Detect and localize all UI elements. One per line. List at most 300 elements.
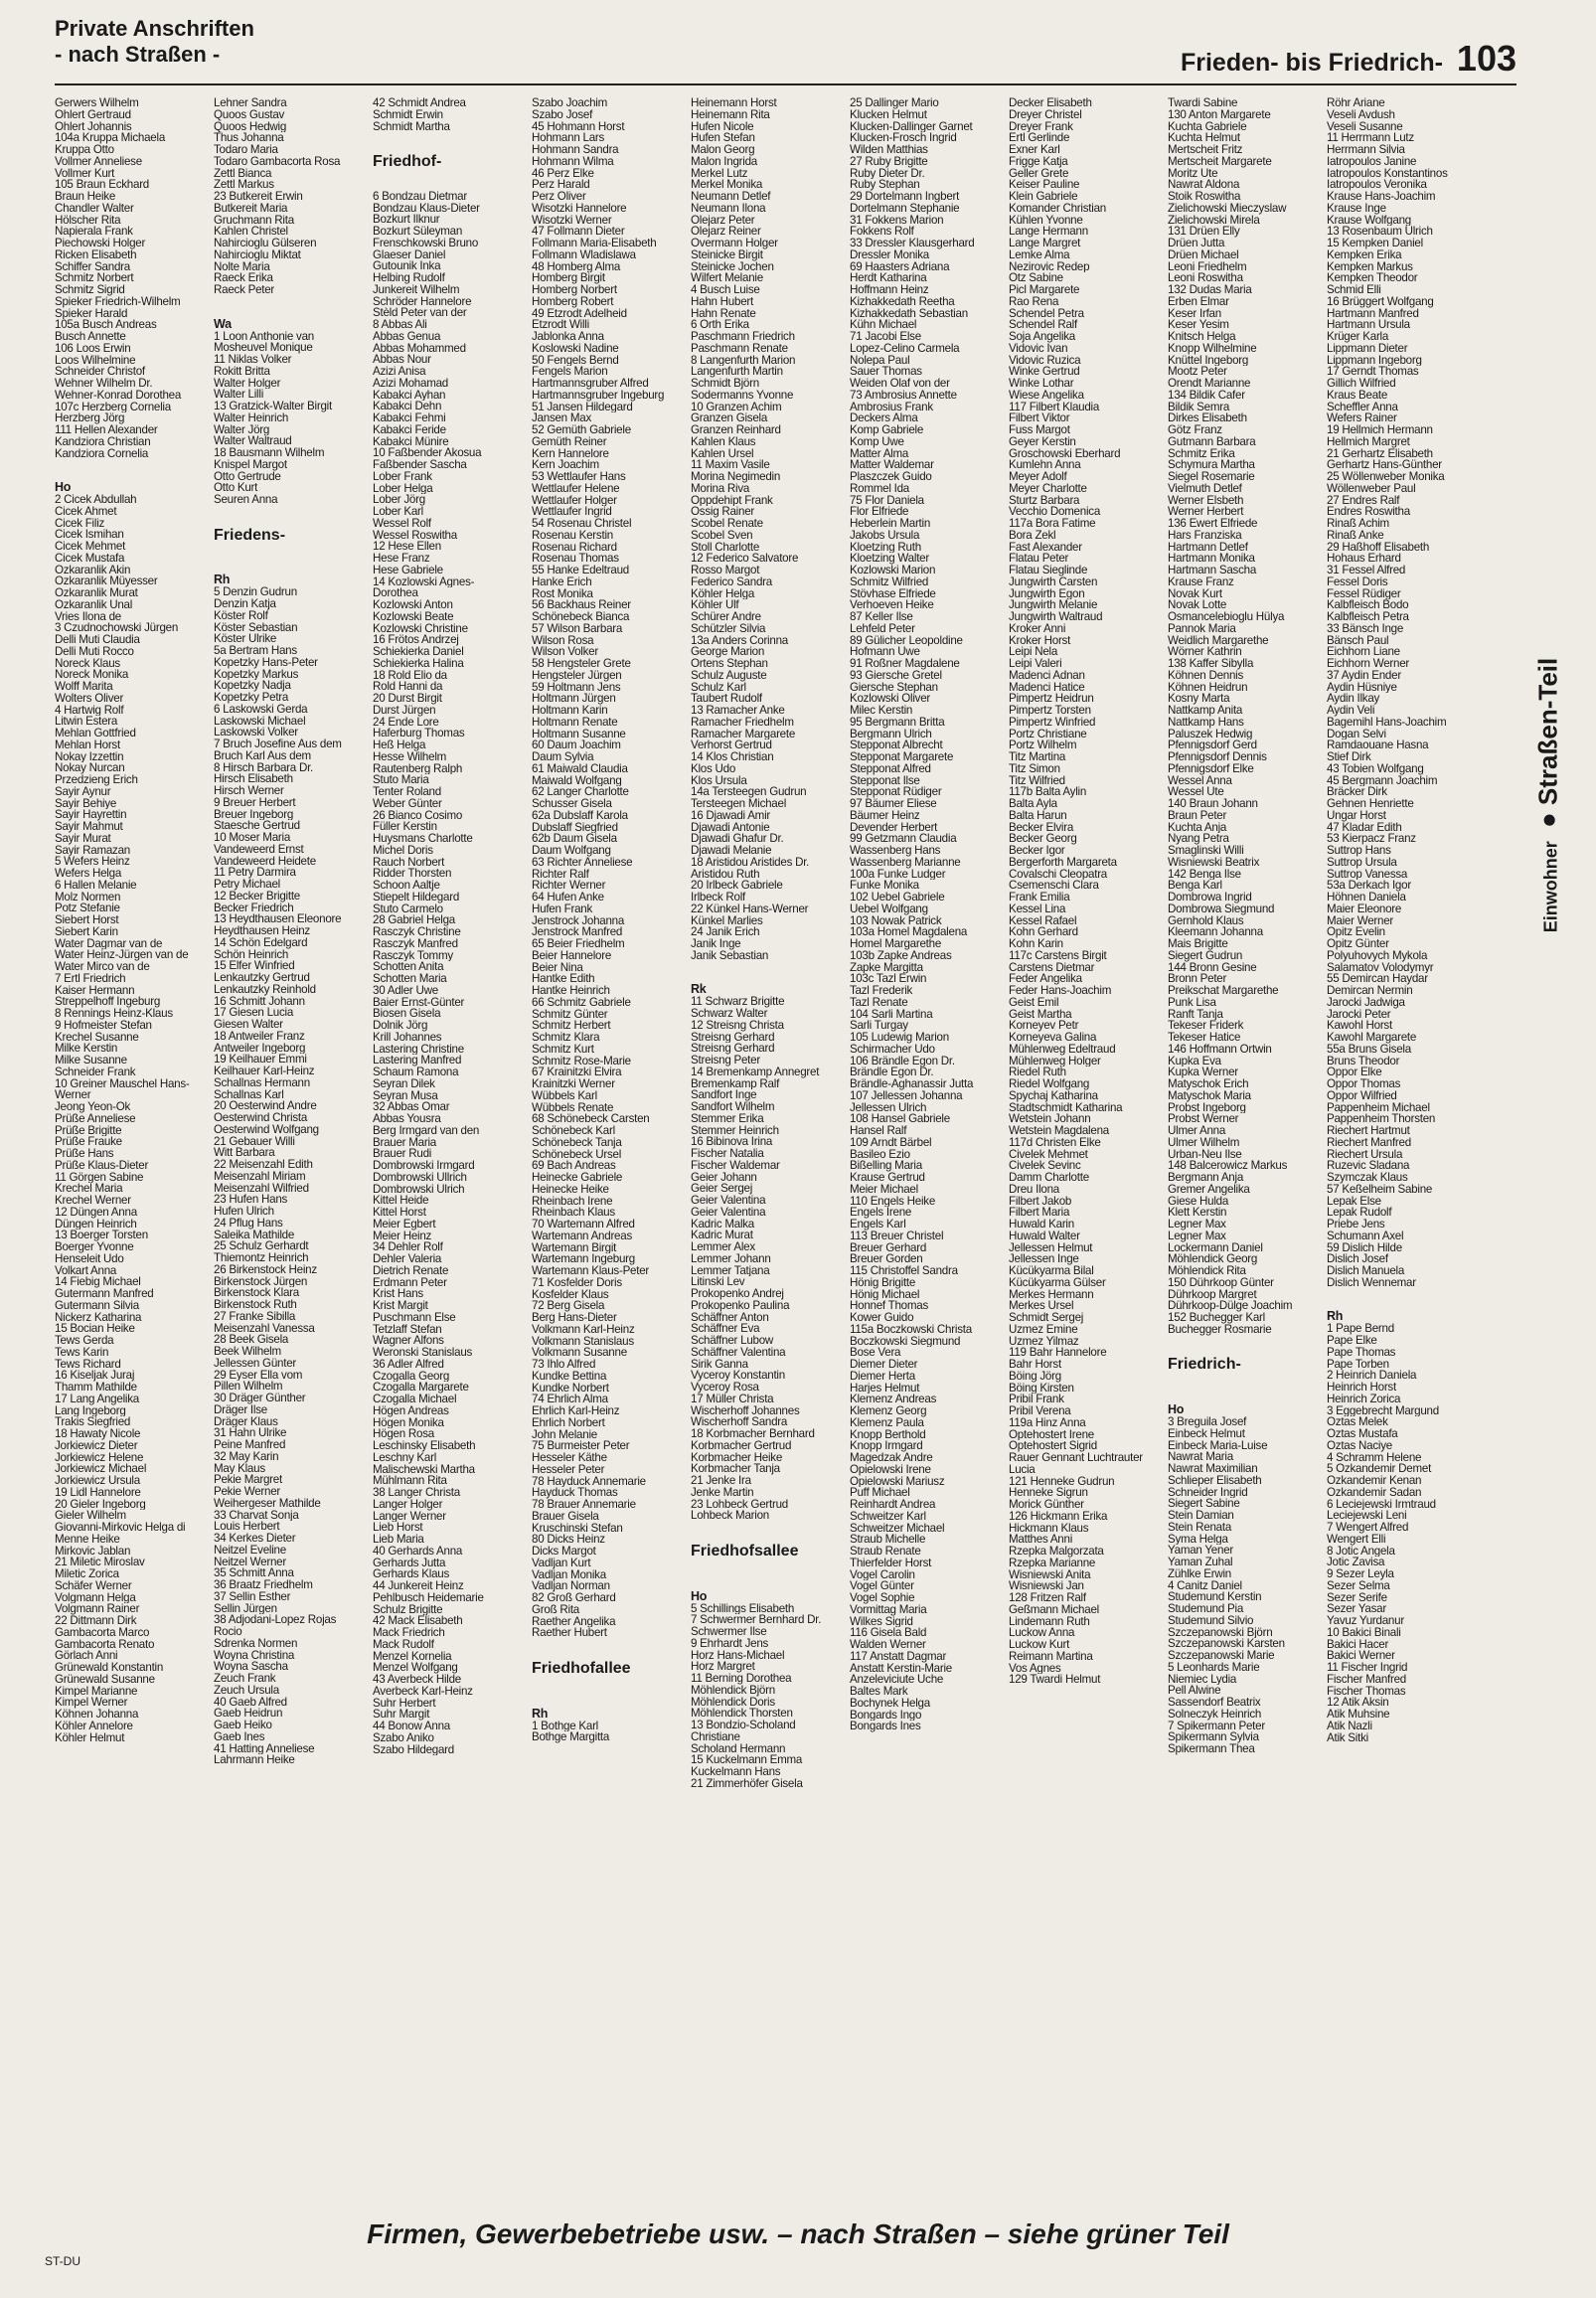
- listing-entry: Pimpertz Winfried: [1009, 716, 1096, 729]
- listing-entry: Volkmann Stanislaus: [532, 1335, 634, 1348]
- listing-entry: Richter Werner: [532, 880, 606, 892]
- listing-entry: 119 Bahr Hannelore: [1009, 1347, 1107, 1359]
- street-heading: Friedhofsallee: [691, 1542, 799, 1559]
- listing-entry: Gieler Wilhelm: [55, 1510, 126, 1522]
- listing-entry: 14 Fiebig Michael: [55, 1276, 141, 1288]
- listing-entry: Gutermann Silvia: [55, 1299, 139, 1312]
- listing-entry: Schürer Andre: [691, 611, 761, 623]
- listing-entry: Kopetzky Nadja: [214, 680, 291, 692]
- listing-entry: Schmitz Herbert: [532, 1020, 611, 1032]
- listing-entry: Madenci Hatice: [1009, 681, 1085, 694]
- listing-entry: Pappenheim Thorsten: [1327, 1113, 1436, 1125]
- listing-entry: Krill Johannes: [373, 1031, 442, 1044]
- listing-entry: Hengsteler Jürgen: [532, 669, 622, 682]
- listing-entry: 89 Gülicher Leopoldine: [850, 634, 963, 647]
- listing-entry: 111 Hellen Alexander: [55, 424, 158, 436]
- listing-entry: Pimpertz Heidrun: [1009, 693, 1094, 705]
- listing-entry: Laskowski Volker: [214, 727, 298, 739]
- listing-entry: Breuer Gerhard: [850, 1241, 927, 1254]
- listing-entry: Sezer Selma: [1327, 1579, 1390, 1592]
- listing-entry: 20 Durst Birgit: [373, 693, 442, 705]
- listing-entry: Schmidt Björn: [691, 378, 759, 390]
- listing-entry: Hirsch Elisabeth: [214, 773, 293, 785]
- listing-entry: Winke Lothar: [1009, 378, 1074, 390]
- listing-entry: Krechel Susanne: [55, 1031, 139, 1044]
- page-header: [55, 16, 1516, 82]
- listing-entry: Giese Hulda: [1168, 1195, 1229, 1208]
- listing-entry: Langer Holger: [373, 1498, 443, 1511]
- listing-entry: 55a Bruns Gisela: [1327, 1043, 1411, 1056]
- listing-entry: Dortelmann Stephanie: [850, 202, 960, 215]
- listing-entry: Wisotzki Werner: [532, 214, 612, 227]
- listing-entry: Vidovic Ivan: [1009, 342, 1068, 355]
- listing-entry: 19 Keilhauer Emmi: [214, 1054, 307, 1066]
- street-heading: Friedrich-: [1168, 1356, 1241, 1374]
- listing-entry: 67 Krainitzki Elvira: [532, 1067, 622, 1078]
- listing-entry: Veseli Susanne: [1327, 120, 1403, 133]
- listing-entry: Wagner Alfons: [373, 1335, 444, 1347]
- listing-entry: Grünewald Susanne: [55, 1673, 155, 1686]
- listing-entry: Stuto Maria: [373, 774, 429, 786]
- listing-entry: Hirsch Werner: [214, 785, 284, 797]
- listing-entry: Klemenz Andreas: [850, 1394, 937, 1405]
- listing-entry: Hartmann Ursula: [1327, 319, 1410, 331]
- listing-entry: 108 Hansel Gabriele: [850, 1113, 950, 1125]
- listing-entry: Yaman Zuhal: [1168, 1557, 1233, 1568]
- listing-entry: Stepponat Margarete: [850, 751, 954, 763]
- listing-entry: Schirmacher Udo: [850, 1043, 935, 1056]
- listing-entry: Bongards Ines: [850, 1721, 921, 1732]
- listing-entry: Woyna Christina: [214, 1649, 295, 1662]
- listing-entry: Uebel Wolfgang: [850, 903, 928, 915]
- listing-entry: Saleika Mathilde: [214, 1229, 295, 1241]
- listing-entry: Kahlen Christel: [214, 226, 288, 238]
- listing-entry: Lastering Christine: [373, 1043, 464, 1056]
- listing-entry: Rosenau Richard: [532, 541, 617, 554]
- listing-entry: Optehostert Irene: [1009, 1428, 1094, 1441]
- listing-entry: Staesche Gertrud: [214, 820, 300, 832]
- listing-entry: 10 Moser Maria: [214, 832, 291, 844]
- listing-entry: Volkart Anna: [55, 1264, 117, 1277]
- listing-entry: Cicek Ahmet: [55, 505, 117, 518]
- listing-entry: Özkandemir Kenan: [1327, 1475, 1422, 1487]
- listing-entry: 15 Bocian Heike: [55, 1323, 135, 1335]
- listing-entry: Kozlowski Marion: [850, 565, 936, 576]
- listing-entry: Köhnen Heidrun: [1168, 681, 1248, 694]
- listing-entry: Dührkoop-Dülge Joachim: [1168, 1300, 1293, 1312]
- listing-entry: Wübbels Karl: [532, 1089, 597, 1102]
- street-heading: Friedens-: [214, 526, 286, 544]
- district-code: Rh: [214, 573, 231, 587]
- listing-entry: 47 Kladar Edith: [1327, 821, 1402, 834]
- listing-entry: Köhler Helmut: [55, 1731, 125, 1744]
- listing-entry: Komander Christian: [1009, 202, 1106, 215]
- listing-entry: Puff Michael: [850, 1487, 910, 1499]
- listing-entry: Dräger Klaus: [214, 1415, 278, 1428]
- listing-entry: Kahlen Klaus: [691, 435, 756, 448]
- listing-entry: Giesen Walter: [214, 1019, 283, 1031]
- listing-entry: Walter Lilli: [214, 389, 264, 401]
- listing-entry: 54 Rosenau Christel: [532, 518, 632, 530]
- listing-entry: Becker Elvira: [1009, 821, 1074, 834]
- listing-entry: Ungar Horst: [1327, 809, 1386, 822]
- listing-entry: Özkaranlik Ünal: [55, 598, 133, 611]
- listing-entry: Kuchta Anja: [1168, 821, 1227, 834]
- listing-entry: Suttrop Ursula: [1327, 856, 1397, 869]
- listing-entry: Fessel Doris: [1327, 575, 1388, 588]
- listing-entry: Atik Nazli: [1327, 1720, 1372, 1732]
- listing-entry: Kosfelder Klaus: [532, 1288, 609, 1301]
- listing-entry: Vogel Günter: [850, 1580, 914, 1592]
- listing-entry: Nawrat Aldona: [1168, 179, 1240, 191]
- listing-entry: Piechowski Holger: [55, 238, 146, 249]
- listing-entry: Hufen Nicole: [691, 120, 754, 133]
- listing-entry: Smaglinski Willi: [1168, 845, 1244, 857]
- listing-entry: 104 Sarli Martina: [850, 1008, 933, 1021]
- listing-entry: Malon Georg: [691, 144, 755, 156]
- listing-entry: Geier Valentina: [691, 1195, 766, 1207]
- listing-entry: Winke Gertrud: [1009, 366, 1080, 378]
- listing-entry: Fischer Waldemar: [691, 1159, 780, 1172]
- listing-entry: Ricken Elisabeth: [55, 248, 137, 261]
- listing-entry: Zielichowski Mieczyslaw: [1168, 202, 1287, 215]
- listing-entry: Averbeck Karl-Heinz: [373, 1685, 473, 1698]
- listing-entry: Hartmannsgruber Alfred: [532, 378, 649, 390]
- listing-entry: Magedzak Andre: [850, 1452, 933, 1464]
- listing-entry: Jellessen Ulrich: [850, 1101, 927, 1114]
- listing-entry: Laskowski Michael: [214, 715, 306, 728]
- listing-entry: Kuchta Helmut: [1168, 132, 1240, 144]
- listing-entry: Schotten Maria: [373, 973, 447, 985]
- listing-entry: Henneke Sigrun: [1009, 1487, 1088, 1499]
- listing-entry: Homberg Norbert: [532, 284, 617, 296]
- listing-entry: Daum Sylvia: [532, 751, 594, 763]
- listing-entry: Leciejewski Leni: [1327, 1510, 1407, 1522]
- listing-entry: Fuss Margot: [1009, 424, 1070, 436]
- listing-entry: Meier Michael: [850, 1183, 918, 1196]
- listing-entry: Hese Franz: [373, 553, 430, 565]
- listing-entry: Michel Doris: [373, 844, 433, 857]
- listing-entry: Follmann Maria-Elisabeth: [532, 238, 657, 249]
- listing-entry: Stepponat Albrecht: [850, 739, 943, 751]
- listing-entry: Wessel Anna: [1168, 774, 1232, 787]
- listing-entry: Schwarz Walter: [691, 1008, 768, 1020]
- listing-entry: Sassendorf Beatrix: [1168, 1697, 1261, 1709]
- listing-entry: 14a Tersteegen Gudrun: [691, 786, 807, 798]
- listing-entry: Hantke Heinrich: [532, 985, 610, 997]
- listing-entry: 56 Backhaus Reiner: [532, 599, 631, 611]
- listing-entry: 13 Boerger Torsten: [55, 1230, 148, 1241]
- listing-entry: Mack Rudolf: [373, 1638, 434, 1651]
- listing-entry: Civelek Mehmet: [1009, 1148, 1088, 1161]
- listing-entry: 1 Pape Bernd: [1327, 1323, 1394, 1335]
- listing-entry: 52 Gemüth Gabriele: [532, 424, 631, 436]
- listing-entry: Iatropoulos Janine: [1327, 155, 1417, 168]
- listing-entry: 33 Charvat Sonja: [214, 1509, 299, 1522]
- listing-entry: Titz Simon: [1009, 762, 1060, 775]
- footer-code: ST-DU: [45, 2254, 80, 2268]
- listing-entry: 40 Gaeb Alfred: [214, 1696, 287, 1709]
- listing-entry: Heinemann Rita: [691, 108, 770, 121]
- listing-entry: Ridder Thorsten: [373, 868, 452, 880]
- listing-entry: Beier Hannelore: [532, 949, 612, 962]
- listing-entry: Eichhorn Werner: [1327, 658, 1410, 670]
- listing-entry: Abbas Yousra: [373, 1113, 441, 1125]
- listing-entry: Wassenberg Marianne: [850, 856, 961, 869]
- listing-entry: May Klaus: [214, 1462, 265, 1475]
- listing-entry: 78 Hayduck Annemarie: [532, 1475, 646, 1488]
- listing-entry: 27 Ruby Brigitte: [850, 155, 928, 168]
- listing-entry: Heinrich Zorica: [1327, 1393, 1401, 1405]
- listing-entry: Walter Jörg: [214, 423, 270, 436]
- listing-entry: 13 Heydthausen Eleonore: [214, 913, 342, 925]
- listing-entry: 23 Hufen Hans: [214, 1194, 288, 1206]
- listing-entry: Kozlowski Beate: [373, 610, 454, 623]
- listing-entry: Wassenberg Hans: [850, 845, 941, 857]
- listing-entry: Fengels Marion: [532, 366, 608, 378]
- listing-entry: 7 Bruch Josefine Aus dem: [214, 739, 342, 750]
- listing-entry: 27 Endres Ralf: [1327, 494, 1400, 507]
- listing-entry: 65 Beier Friedhelm: [532, 938, 625, 950]
- listing-entry: Siegel Rosemarie: [1168, 471, 1255, 483]
- listing-entry: Prüße Hans: [55, 1148, 114, 1160]
- listing-entry: Keser Yesim: [1168, 319, 1229, 331]
- listing-entry: Jarocki Jadwiga: [1327, 996, 1405, 1009]
- listing-entry: Düngen Heinrich: [55, 1218, 137, 1231]
- listing-entry: 40 Gerhards Anna: [373, 1545, 463, 1558]
- listing-entry: 23 Lohbeck Gertrud: [691, 1498, 788, 1511]
- listing-entry: Leipi Nela: [1009, 646, 1058, 658]
- listing-entry: Quoos Hedwig: [214, 120, 287, 133]
- listing-entry: Opitz Evelin: [1327, 926, 1385, 938]
- listing-entry: Schallnas Karl: [214, 1088, 284, 1101]
- listing-entry: Vollmer Kurt: [55, 167, 115, 180]
- listing-entry: Rokitt Britta: [214, 365, 270, 378]
- listing-entry: Suhr Margit: [373, 1709, 430, 1721]
- listing-entry: 18 Aristidou Aristides Dr.: [691, 856, 810, 869]
- listing-entry: 7 Wengert Alfred: [1327, 1522, 1409, 1534]
- listing-entry: Herzberg Jörg: [55, 412, 125, 424]
- directory-columns: [55, 97, 1486, 2207]
- listing-entry: Lober Frank: [373, 470, 432, 483]
- listing-entry: Kabakci Dehn: [373, 401, 442, 412]
- listing-entry: 24 Pflug Hans: [214, 1217, 283, 1230]
- listing-entry: 42 Schmidt Andrea: [373, 97, 466, 109]
- listing-entry: Demircan Nermin: [1327, 985, 1413, 997]
- listing-entry: 117c Carstens Birgit: [1009, 949, 1107, 962]
- listing-entry: Kruschinski Stefan: [532, 1522, 623, 1535]
- listing-entry: 24 Ende Lore: [373, 716, 439, 729]
- listing-entry: 7 Spikermann Peter: [1168, 1720, 1265, 1732]
- listing-entry: Bochynek Helga: [850, 1697, 930, 1710]
- listing-entry: 119a Hinz Anna: [1009, 1416, 1086, 1429]
- listing-entry: Högen Monika: [373, 1416, 444, 1429]
- listing-entry: Jotic Zavisa: [1327, 1557, 1385, 1568]
- listing-entry: Wettlaufer Helene: [532, 482, 620, 495]
- listing-entry: Peine Manfred: [214, 1439, 286, 1451]
- listing-entry: Oppor Elke: [1327, 1067, 1382, 1078]
- listing-entry: Schiekierka Daniel: [373, 646, 464, 658]
- listing-entry: Volkmann Susanne: [532, 1347, 627, 1359]
- listing-entry: Stepponat Alfred: [850, 762, 931, 775]
- listing-entry: 13 Gratzick-Walter Birgit: [214, 401, 332, 412]
- listing-entry: 107 Jellessen Johanna: [850, 1089, 963, 1102]
- listing-entry: Quoos Gustav: [214, 108, 285, 121]
- listing-entry: Kopetzky Markus: [214, 668, 299, 681]
- listing-entry: 6 Hallen Melanie: [55, 879, 137, 892]
- listing-entry: Wilfert Melanie: [691, 272, 763, 284]
- listing-entry: Kupka Werner: [1168, 1067, 1238, 1078]
- listing-entry: 37 Aydin Ender: [1327, 669, 1401, 682]
- listing-entry: Preikschat Margarethe: [1168, 985, 1279, 997]
- listing-entry: Kopetzky Petra: [214, 692, 289, 704]
- listing-entry: 4 Busch Luise: [691, 284, 760, 296]
- listing-entry: Erdmann Peter: [373, 1276, 447, 1289]
- listing-entry: Nawrat Maria: [1168, 1451, 1233, 1463]
- listing-entry: Nahircioglu Miktat: [214, 248, 301, 261]
- listing-entry: Sturtz Barbara: [1009, 494, 1080, 507]
- listing-entry: Hesse Wilhelm: [373, 750, 447, 763]
- listing-entry: Gaeb Heiko: [214, 1720, 272, 1731]
- listing-entry: Luckow Anna: [1009, 1627, 1075, 1639]
- listing-entry: Schulz Brigitte: [373, 1603, 443, 1616]
- listing-entry: Novak Kurt: [1168, 587, 1222, 600]
- listing-entry: 117 Anstatt Dagmar: [850, 1650, 947, 1663]
- listing-entry: 116 Gisela Bald: [850, 1627, 927, 1639]
- listing-entry: Heinrich Horst: [1327, 1382, 1396, 1394]
- listing-entry: 26 Bianco Cosimo: [373, 809, 463, 822]
- listing-entry: Syma Helga: [1168, 1533, 1228, 1546]
- listing-entry: 1 Loon Anthonie van: [214, 330, 314, 343]
- listing-entry: Krause Inge: [1327, 202, 1386, 215]
- listing-entry: Schönebeck Ursel: [532, 1148, 622, 1161]
- listing-entry: Tetzlaff Stefan: [373, 1323, 442, 1336]
- listing-entry: Wetstein Johann: [1009, 1113, 1091, 1125]
- listing-entry: Chandler Walter: [55, 202, 134, 215]
- listing-entry: Hellmich Margret: [1327, 435, 1410, 448]
- listing-entry: Vogel Carolin: [850, 1568, 915, 1581]
- district-code: Ho: [55, 480, 72, 494]
- listing-entry: Lober Jörg: [373, 494, 425, 506]
- listing-entry: Jenstrock Johanna: [532, 914, 625, 927]
- listing-entry: 5a Bertram Hans: [214, 645, 297, 657]
- listing-entry: 69 Bach Andreas: [532, 1160, 616, 1172]
- listing-entry: Uzmez Emine: [1009, 1323, 1078, 1336]
- listing-entry: Schröder Hannelore: [373, 295, 472, 308]
- listing-entry: Studemund Pia: [1168, 1603, 1244, 1615]
- listing-entry: Jungwirth Carsten: [1009, 575, 1098, 588]
- listing-entry: 117a Bora Fatime: [1009, 518, 1096, 530]
- listing-entry: Rocio: [214, 1626, 242, 1638]
- listing-entry: 34 Kerkes Dieter: [214, 1533, 296, 1545]
- listing-entry: Meisenzahl Vanessa: [214, 1322, 315, 1335]
- listing-entry: Holtmann Karin: [532, 705, 608, 717]
- listing-entry: Steinicke Birgit: [691, 248, 763, 261]
- listing-entry: Breuer Ingeborg: [214, 808, 294, 821]
- listing-entry: Napierala Frank: [55, 226, 133, 238]
- listing-entry: Solneczyk Heinrich: [1168, 1708, 1262, 1721]
- listing-entry: Opielowski Mariusz: [850, 1475, 945, 1488]
- listing-entry: Probst Werner: [1168, 1113, 1239, 1125]
- listing-entry: Kohn Gerhard: [1009, 926, 1078, 938]
- listing-entry: Wettlaufer Ingrid: [532, 506, 612, 518]
- listing-entry: Leschinsky Elisabeth: [373, 1440, 476, 1452]
- listing-entry: 3 Breguila Josef: [1168, 1416, 1247, 1428]
- listing-entry: Bergmann Ulrich: [850, 728, 932, 740]
- listing-entry: Dogan Selvi: [1327, 728, 1386, 740]
- listing-entry: Krist Margit: [373, 1300, 428, 1312]
- listing-entry: Streisng Gerhard: [691, 1031, 775, 1044]
- listing-entry: 113 Breuer Christel: [850, 1230, 944, 1242]
- listing-entry: 28 Beek Gisela: [214, 1334, 289, 1346]
- listing-entry: Kaiser Hermann: [55, 984, 135, 997]
- listing-entry: Krause Franz: [1168, 575, 1234, 588]
- listing-entry: 37 Sellin Esther: [214, 1590, 291, 1603]
- listing-entry: Feder Angelika: [1009, 973, 1082, 985]
- listing-entry: 5 Denzin Gudrun: [214, 586, 297, 598]
- listing-entry: Klett Kerstin: [1168, 1207, 1227, 1219]
- listing-entry: Weber Günter: [373, 797, 442, 810]
- listing-entry: Kahlen Ursel: [691, 447, 754, 460]
- listing-entry: 105 Braun Eckhard: [55, 179, 150, 191]
- listing-entry: Salamatov Volodymyr: [1327, 961, 1434, 974]
- listing-entry: Kabakci Feride: [373, 423, 446, 436]
- listing-entry: Filbert Maria: [1009, 1207, 1070, 1219]
- listing-entry: Lockermann Daniel: [1168, 1241, 1263, 1254]
- listing-entry: Siegert Sabine: [1168, 1498, 1240, 1510]
- listing-entry: Kempken Theodor: [1327, 272, 1418, 284]
- listing-entry: Heberlein Martin: [850, 518, 931, 530]
- listing-entry: 91 Roßner Magdalene: [850, 658, 960, 670]
- street-heading: Friedhofallee: [532, 1659, 631, 1677]
- listing-entry: Holtmann Susanne: [532, 728, 626, 740]
- listing-entry: Vogel Sophie: [850, 1592, 915, 1604]
- listing-entry: Milec Kerstin: [850, 705, 913, 717]
- listing-entry: Kessel Rafael: [1009, 914, 1077, 927]
- listing-entry: 73 Ambrosius Annette: [850, 389, 957, 402]
- listing-entry: Geßmann Michael: [1009, 1603, 1099, 1616]
- listing-entry: 71 Kosfelder Doris: [532, 1276, 622, 1289]
- listing-entry: 25 Schulz Gerhardt: [214, 1240, 309, 1252]
- listing-entry: 103 Nowak Patrick: [850, 914, 942, 927]
- listing-entry: 21 Miletic Miroslav: [55, 1557, 145, 1568]
- listing-entry: Rosenau Thomas: [532, 553, 619, 565]
- listing-entry: Picl Margarete: [1009, 284, 1080, 296]
- directory-column: [55, 97, 214, 2207]
- listing-entry: Kabakci Ayhan: [373, 389, 446, 402]
- listing-entry: Noreck Klaus: [55, 657, 120, 670]
- district-code: Wa: [214, 316, 232, 331]
- listing-entry: Flatau Sieglinde: [1009, 565, 1088, 576]
- listing-entry: Stèld Peter van der: [373, 307, 467, 319]
- listing-entry: Gremer Angelika: [1168, 1183, 1250, 1196]
- listing-entry: Scobel Sven: [691, 529, 753, 542]
- listing-entry: 60 Daum Joachim: [532, 739, 621, 751]
- listing-entry: Rinaß Anke: [1327, 529, 1384, 542]
- listing-entry: Fokkens Rolf: [850, 226, 914, 238]
- listing-entry: Lahrmann Heike: [214, 1754, 295, 1766]
- listing-entry: Zettl Bianca: [214, 167, 272, 180]
- listing-entry: Lippmann Ingeborg: [1327, 354, 1422, 367]
- header-rule: [55, 83, 1516, 85]
- listing-entry: 69 Haasters Adriana: [850, 260, 950, 273]
- listing-entry: 2 Cicek Abdullah: [55, 494, 137, 506]
- listing-entry: Hölscher Rita: [55, 214, 121, 227]
- listing-entry: Merkel Monika: [691, 179, 763, 191]
- listing-entry: 14 Klos Christian: [691, 751, 774, 763]
- listing-entry: Taubert Rudolf: [691, 693, 762, 705]
- listing-entry: Djawadi Melanie: [691, 845, 772, 857]
